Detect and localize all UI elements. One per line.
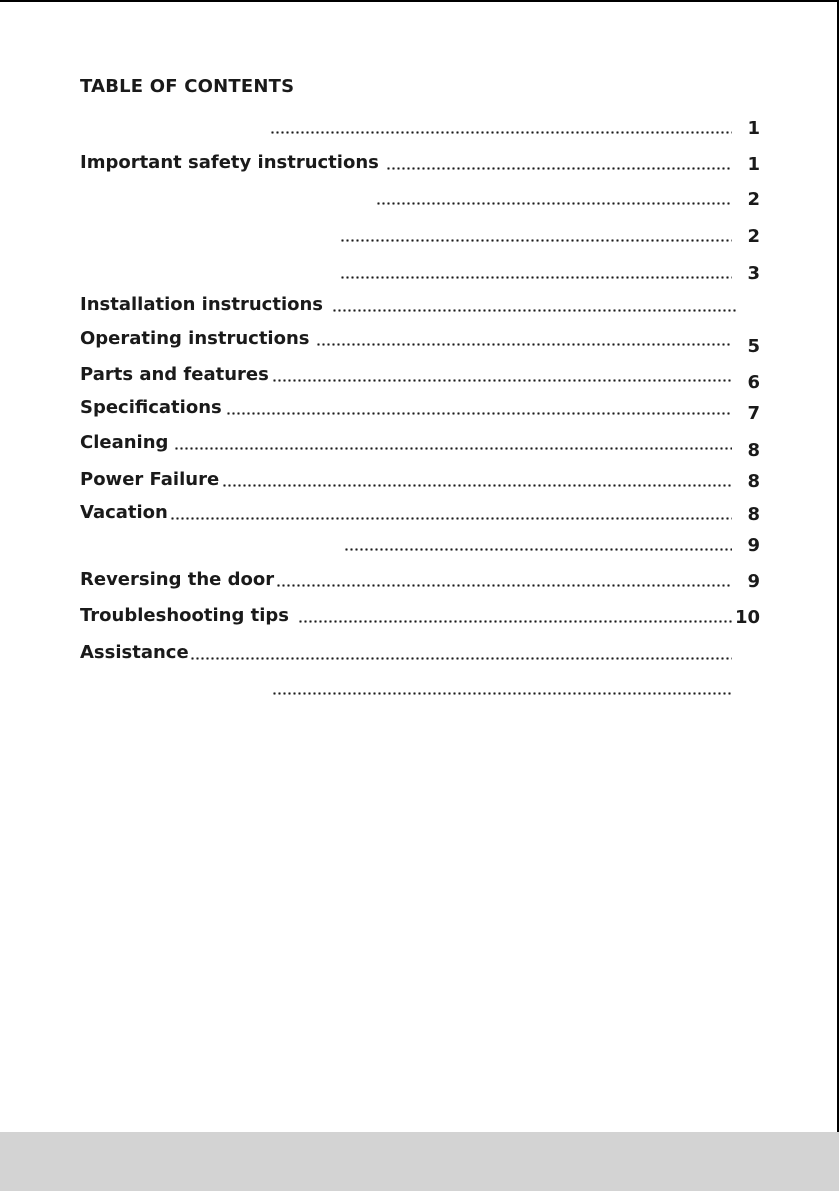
toc-entry-label: Important safety instructions <box>80 152 379 173</box>
toc-leader-dots <box>270 131 732 134</box>
toc-entry-page: 2 <box>747 226 760 247</box>
toc-entry[interactable] <box>80 677 760 701</box>
toc-entry-label: Vacation <box>80 502 168 523</box>
toc-entry[interactable] <box>80 605 760 629</box>
toc-entry-label: Cleaning <box>80 432 169 453</box>
toc-entry[interactable] <box>80 364 760 393</box>
toc-entry[interactable] <box>80 116 760 140</box>
toc-leader-dots <box>344 548 732 551</box>
toc-entry[interactable] <box>80 152 760 176</box>
toc-entry-page: 9 <box>747 571 760 592</box>
toc-entry[interactable] <box>80 397 760 424</box>
toc-entry-page: 8 <box>747 504 760 525</box>
toc-leader-dots <box>298 620 732 623</box>
toc-entry-page: 2 <box>747 189 760 210</box>
toc-entry-label: Parts and features <box>80 364 269 385</box>
toc-leader-dots <box>226 412 732 415</box>
toc-entry[interactable] <box>80 294 760 318</box>
toc-entry-label: Specifications <box>80 397 222 418</box>
toc-leader-dots <box>272 379 732 382</box>
toc-entry-page: 5 <box>747 336 760 357</box>
toc-entry[interactable] <box>80 642 760 666</box>
toc-entry[interactable] <box>80 469 760 493</box>
toc-leader-dots <box>272 692 732 695</box>
toc-title: TABLE OF CONTENTS <box>80 76 295 97</box>
toc-entry-label: Reversing the door <box>80 569 275 590</box>
toc-entry-label: Installation instructions <box>80 294 324 315</box>
toc-entry[interactable] <box>80 432 760 461</box>
toc-leader-dots <box>170 517 732 520</box>
toc-entry[interactable] <box>80 224 760 248</box>
toc-entry[interactable] <box>80 569 760 593</box>
toc-leader-dots <box>340 276 732 279</box>
toc-entry-page: 8 <box>747 471 760 492</box>
toc-entry-page: 8 <box>747 440 760 461</box>
toc-leader-dots <box>222 484 732 487</box>
page-border-top <box>0 0 839 2</box>
toc-entry-label: Operating instructions <box>80 328 310 349</box>
toc-leader-dots <box>376 202 732 205</box>
toc-entry[interactable] <box>80 187 760 211</box>
toc-leader-dots <box>276 584 732 587</box>
toc-entry[interactable] <box>80 261 760 285</box>
toc-leader-dots <box>190 657 732 660</box>
toc-entry-page: 1 <box>747 154 760 175</box>
toc-entry-page: 6 <box>747 372 760 393</box>
toc-entry-label: Troubleshooting tips <box>80 605 289 626</box>
toc-entry-page: 3 <box>747 263 760 284</box>
toc-entry[interactable] <box>80 328 760 357</box>
toc-entry-page: 1 <box>747 118 760 139</box>
toc-leader-dots <box>340 239 732 242</box>
toc-entry-page: 10 <box>734 607 760 628</box>
toc-entry-label: Assistance <box>80 642 189 663</box>
toc-entry-label: Power Failure <box>80 469 220 490</box>
toc-leader-dots <box>386 167 732 170</box>
toc-entry-page: 7 <box>747 403 760 424</box>
toc-leader-dots <box>174 447 732 450</box>
toc-leader-dots <box>316 343 732 346</box>
footer-band <box>0 1132 839 1191</box>
toc-entry-page: 9 <box>747 535 760 556</box>
toc-entry[interactable] <box>80 502 760 526</box>
toc-entry[interactable] <box>80 533 760 557</box>
toc-leader-dots <box>332 309 736 312</box>
